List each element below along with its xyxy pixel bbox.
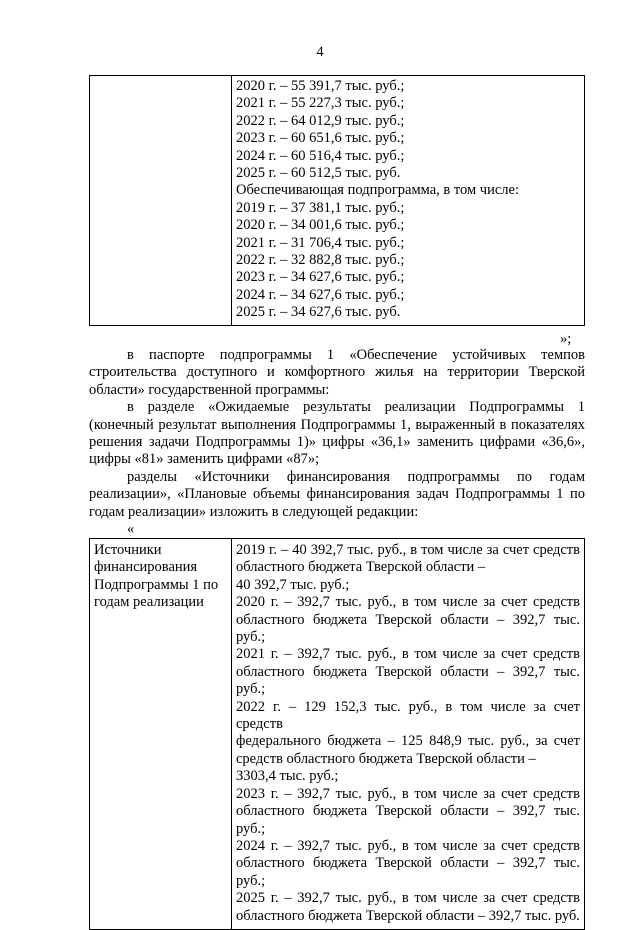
funding-line: 2023 г. – 392,7 тыс. руб., в том числе за счет средств [236, 785, 580, 802]
top-table-line: 2021 г. – 31 706,4 тыс. руб.; [236, 234, 405, 251]
page-number: 4 [316, 44, 324, 60]
top-table-line: 2021 г. – 55 227,3 тыс. руб.; [236, 95, 405, 112]
top-table [89, 75, 585, 326]
funding-line: 2025 г. – 392,7 тыс. руб., в том числе за счет средств [236, 890, 580, 907]
funding-sources-label: Источники финансирования Подпрограммы 1 по годам реализации [90, 539, 232, 930]
opening-quote: « [127, 521, 135, 538]
bottom-table [89, 538, 585, 930]
funding-line: федерального бюджета – 125 848,9 тыс. руб., за счет [236, 733, 580, 750]
funding-line: средств областного бюджета Тверской области – [236, 750, 536, 767]
funding-line: 2019 г. – 40 392,7 тыс. руб., в том числе за счет средств [236, 542, 580, 558]
top-table-line: 2023 г. – 60 651,6 тыс. руб.; [236, 130, 405, 147]
body-text [89, 347, 585, 538]
funding-line: 2022 г. – 129 152,3 тыс. руб., в том числе за счет средств [236, 698, 580, 733]
top-table-line: 2025 г. – 60 512,5 тыс. руб. [236, 165, 401, 182]
paragraph: в разделе «Ожидаемые результаты реализации Подпрограммы 1 (конечный результат выполнения Подпрограммы 1, выраженный в показателях решения задачи Подпрограммы 1)» цифры «36,1» заменить цифрами «36,6», цифры «81» заменить цифрами «87»; [89, 399, 585, 468]
closing-quote: »; [560, 331, 572, 347]
funding-line: 2024 г. – 392,7 тыс. руб., в том числе за счет средств [236, 837, 580, 854]
funding-line: областного бюджета Тверской области – 392,7 тыс. руб. [236, 907, 580, 924]
top-table-line: 2024 г. – 34 627,6 тыс. руб.; [236, 286, 405, 303]
paragraph: в паспорте подпрограммы 1 «Обеспечение устойчивых темпов строительства доступного и комфортного жилья на территории Тверской области» государственной программы: [89, 347, 585, 398]
funding-line: областного бюджета Тверской области – 392,7 тыс. руб.; [236, 803, 580, 837]
top-table-line: 2023 г. – 34 627,6 тыс. руб.; [236, 269, 405, 286]
funding-line: 2020 г. – 392,7 тыс. руб., в том числе за счет средств [236, 594, 580, 611]
top-table-line: 2020 г. – 55 391,7 тыс. руб.; [236, 78, 405, 94]
top-table-left-cell [90, 76, 232, 326]
funding-line: областного бюджета Тверской области – 392,7 тыс. руб.; [236, 855, 580, 889]
funding-line: областного бюджета Тверской области – [236, 559, 486, 576]
funding-line: 2021 г. – 392,7 тыс. руб., в том числе за счет средств [236, 646, 580, 663]
paragraph: разделы «Источники финансирования подпрограммы по годам реализации», «Плановые объемы финансирования задач Подпрограммы 1 по годам реализации» изложить в следующей редакции: [89, 468, 585, 520]
funding-line: 40 392,7 тыс. руб.; [236, 576, 350, 593]
funding-line: 3303,4 тыс. руб.; [236, 768, 339, 785]
top-table-line: Обеспечивающая подпрограмма, в том числе: [236, 182, 519, 199]
top-table-line: 2025 г. – 34 627,6 тыс. руб. [236, 304, 401, 321]
top-table-right-cell [232, 76, 585, 326]
top-table-line: 2020 г. – 34 001,6 тыс. руб.; [236, 217, 405, 234]
funding-line: областного бюджета Тверской области – 392,7 тыс. руб.; [236, 611, 580, 646]
funding-sources-values [232, 539, 585, 930]
top-table-line: 2019 г. – 37 381,1 тыс. руб.; [236, 199, 405, 216]
funding-line: областного бюджета Тверской области – 392,7 тыс. руб.; [236, 663, 580, 698]
top-table-line: 2022 г. – 64 012,9 тыс. руб.; [236, 112, 405, 129]
top-table-line: 2022 г. – 32 882,8 тыс. руб.; [236, 252, 405, 269]
top-table-line: 2024 г. – 60 516,4 тыс. руб.; [236, 147, 405, 164]
